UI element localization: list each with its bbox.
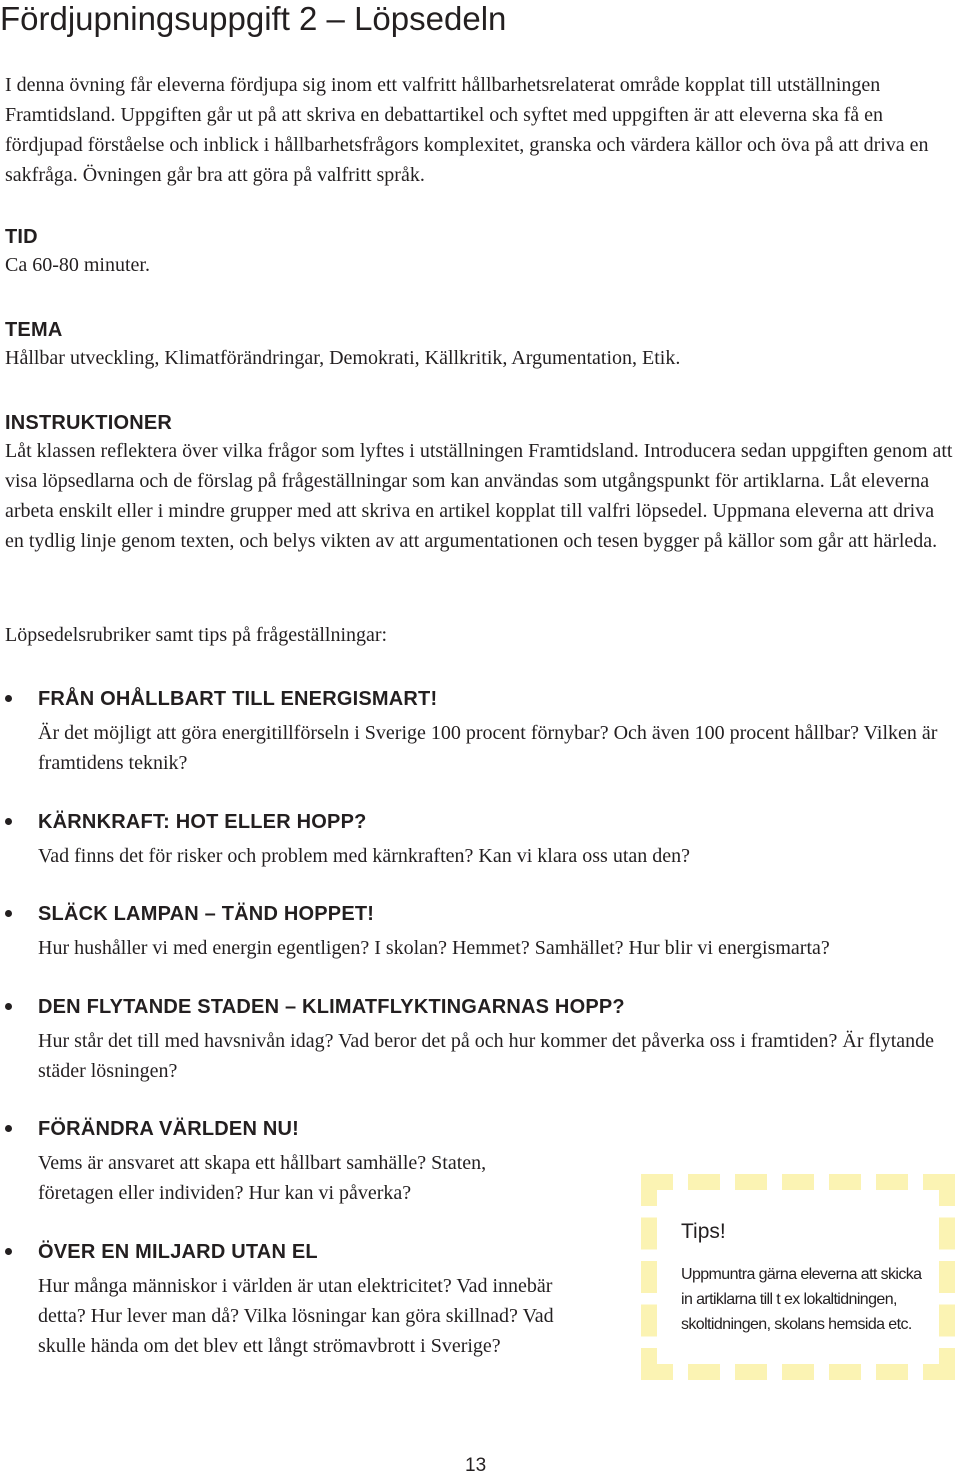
list-item	[5, 994, 955, 1086]
item-heading: ÖVER EN MILJARD UTAN EL	[38, 1241, 318, 1263]
bullet-icon	[5, 1248, 12, 1255]
tid-heading: TID	[5, 226, 38, 248]
bullet-icon	[5, 695, 12, 702]
item-heading: FRÅN OHÅLLBART TILL ENERGISMART!	[38, 688, 438, 710]
item-text: Är det möjligt att göra energitillförseln i Sverige 100 procent förnybar? Och även 100 procent hållbar? Vilken är framtidens teknik?	[38, 722, 938, 774]
list-intro: Löpsedelsrubriker samt tips på frågeställningar:	[5, 624, 388, 646]
instruktioner-text: Låt klassen reflektera över vilka frågor som lyftes i utställningen Framtidsland. Introducera sedan uppgiften genom att visa löpsedlarna och de förslag på frågeställningar som kan användas som utgångspunkt för artiklarna. Låt eleverna arbeta enskilt eller i mindre grupper med att skriva en artikel kopplat till valfri löpsedel. Uppmana eleverna att driva en tydlig linje genom texten, och belys vikten av att argumentationen och tesen bygger på källor som går att härleda.	[5, 440, 953, 552]
item-text: Vad finns det för risker och problem med kärnkraften? Kan vi klara oss utan den?	[38, 845, 691, 867]
item-heading: KÄRNKRAFT: HOT ELLER HOPP?	[38, 811, 367, 833]
tid-text: Ca 60-80 minuter.	[5, 254, 150, 276]
list-item	[5, 686, 955, 778]
tips-box	[641, 1174, 955, 1380]
bullet-icon	[5, 910, 12, 917]
list-item	[5, 809, 955, 871]
item-heading: DEN FLYTANDE STADEN – KLIMATFLYKTINGARNAS HOPP?	[38, 996, 625, 1018]
item-text: Hur står det till med havsnivån idag? Vad beror det på och hur kommer det påverka oss i framtiden? Är flytande städer lösningen?	[38, 1030, 935, 1082]
bullet-icon	[5, 1125, 12, 1132]
tema-heading: TEMA	[5, 319, 63, 341]
item-text: Hur många människor i världen är utan elektricitet? Vad innebär detta? Hur lever man då? Vilka lösningar kan göra skillnad? Vad skulle hända om det blev ett långt strömavbrott i Sverige?	[38, 1275, 554, 1357]
tips-title: Tips!	[681, 1220, 726, 1243]
page-number: 13	[465, 1455, 487, 1476]
list-item	[5, 1116, 565, 1208]
item-heading: SLÄCK LAMPAN – TÄND HOPPET!	[38, 903, 375, 925]
list-item	[5, 901, 955, 963]
tid-section	[5, 224, 955, 280]
bullet-icon	[5, 818, 12, 825]
page-title: Fördjupningsuppgift 2 – Löpsedeln	[0, 0, 507, 37]
item-heading: FÖRÄNDRA VÄRLDEN NU!	[38, 1118, 300, 1140]
tema-section	[5, 317, 955, 373]
item-text: Vems är ansvaret att skapa ett hållbart samhälle? Staten, företagen eller individen? Hur kan vi påverka?	[38, 1152, 487, 1204]
intro-paragraph: I denna övning får eleverna fördjupa sig inom ett valfritt hållbarhetsrelaterat område kopplat till utställningen Framtidsland. Uppgiften går ut på att skriva en debattartikel och syftet med uppgiften är att eleverna ska få en fördjupad förståelse och inblick i hållbarhetsfrågors komplexitet, granska och värdera källor och öva på att driva en sakfråga. Övningen går bra att göra på valfritt språk.	[5, 74, 929, 186]
instruktioner-section	[5, 410, 955, 556]
tips-text: Uppmuntra gärna eleverna att skicka in artiklarna till t ex lokaltidningen, skoltidningen, skolans hemsida etc.	[681, 1266, 922, 1333]
tema-text: Hållbar utveckling, Klimatförändringar, Demokrati, Källkritik, Argumentation, Etik.	[5, 347, 681, 369]
list-item	[5, 1239, 565, 1361]
item-text: Hur hushåller vi med energin egentligen? I skolan? Hemmet? Samhället? Hur blir vi energismarta?	[38, 937, 830, 959]
bullet-icon	[5, 1003, 12, 1010]
instruktioner-heading: INSTRUKTIONER	[5, 412, 173, 434]
